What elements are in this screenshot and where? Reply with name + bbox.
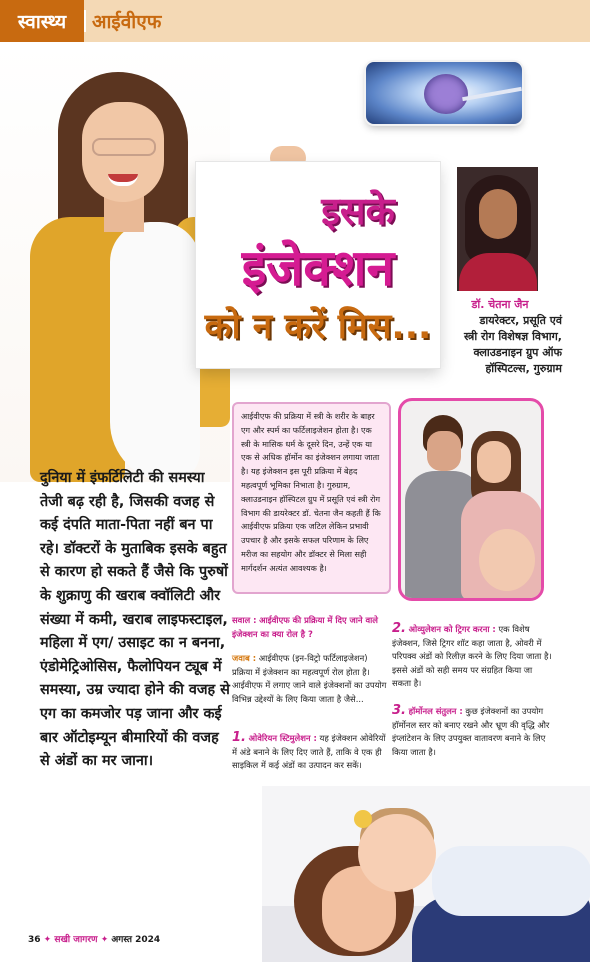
couple-photo [398, 398, 544, 601]
point-1: 1. ओवेरियन स्टिमुलेशन : यह इंजेक्शन ओवेरियों में अंडे बनाने के लिए दिए जाते हैं, ताकि वे एक ही साइकिल में कई अंडों का उत्पादन कर सकें। [232, 730, 386, 771]
point-2: 2. ओव्युलेशन को ट्रिगर करना : एक विशेष इंजेक्शन, जिसे ट्रिगर शॉट कहा जाता है, ओवरी में परिपक्व अंडों को रिलीज़ करने के लिए दिया जाता है। इससे अंडों को सही समय पर संग्रहित किया जा सकता है। [392, 621, 552, 689]
point-3-title: हॉर्मोनल संतुलन : [408, 706, 463, 716]
issue-date: अगस्त 2024 [111, 935, 161, 945]
title-line-3: को न करें मिस... [204, 307, 432, 347]
answer-label: जवाब : [232, 653, 257, 663]
injection-vial-image [366, 62, 522, 124]
vial-icon [424, 74, 468, 114]
point-2-title: ओव्युलेशन को ट्रिगर करना : [408, 624, 496, 634]
qa-answer [232, 652, 390, 706]
point-1-text: यह इंजेक्शन ओवेरियों में अंडे बनाने के लिए दिए जाते हैं, ताकि वे एक ही साइकिल में कई अंडों का उत्पादन कर सकें। [232, 733, 386, 771]
main-lead-text: दुनिया में इंफर्टिलिटी की समस्या तेजी बढ़ रही है, जिसकी वजह से कई दंपति माता-पिता नहीं बन पा रहे। डॉक्टरों के मुताबिक इसके बहुत से कारण हो सकते हैं जैसे कि पुरुषों के शुक्राणु की खराब क्वॉलिटी और संख्या में कमी, खराब लाइफस्टाइल, महिला में एग/ उसाइट का न बनना, एंडोमेट्रिओसिस, फैलोपियन ट्यूब में समस्या, उम्र ज्यादा होने की वजह से एग का कमजोर पड़ जाना और कई बार ऑटोइम्यून बीमारियों की वजह से अंडों का मर जाना। [40, 470, 230, 770]
title-line-1: इसके [321, 189, 395, 233]
section-header [0, 0, 590, 42]
page-footer [28, 932, 160, 945]
doctor-photo [457, 167, 538, 291]
question-text: आईवीएफ की प्रक्रिया में दिए जाने वाले इंजेक्शन का क्या रोल है ? [232, 615, 378, 639]
star-separator-icon: ✦ [43, 935, 52, 945]
point-3: 3. हॉर्मोनल संतुलन : कुछ इंजेक्शनों का उपयोग हॉर्मोनल स्तर को बनाए रखने और भ्रूण की वृद्धि और इंप्लांटेशन के लिए उपयुक्त वातावरण बनाने के लिए किया जाता है। [392, 703, 550, 757]
question-label: सवाल : [232, 615, 257, 625]
qa-question [232, 614, 390, 641]
title-line-2: इंजेक्शन [241, 239, 395, 297]
intro-box: आईवीएफ की प्रक्रिया में स्त्री के शरीर के बाहर एग और स्पर्म का फर्टिलाइजेशन होता है। एक स्त्री के मासिक धर्म के दूसरे दिन, उन्हें एक या एक से अधिक हॉर्मोन का इंजेक्शन लगाया जाता है। यह इंजेक्शन इस पूरी प्रक्रिया में बेहद महत्वपूर्ण भूमिका निभाता है। गुरुग्राम, क्लाउडनाइन हॉस्पिटल ग्रुप में प्रसूति एवं स्त्री रोग विभाग की डायरेक्टर डॉ. चेतना जैन कहती हैं कि आईवीएफ प्रक्रिया एक जटिल लेकिन प्रभावी उपचार है और इसके सफल परिणाम के लिए मरीज का सहयोग और डॉक्टर से मिला सही मार्गदर्शन अत्यंत आवश्यक है। [232, 402, 391, 594]
doctor-name: डॉ. चेतना जैन [471, 298, 529, 311]
page-number: 36 [28, 935, 41, 945]
section-divider [84, 10, 86, 32]
doctor-designation: डायरेक्टर, प्रसूति एवं स्त्री रोग विशेषज्ञ विभाग, क्लाउडनाइन ग्रुप ऑफ हॉस्पिटल्स, गुरुग्राम [463, 314, 562, 375]
section-topic: आईवीएफ [92, 11, 162, 33]
syringe-needle-icon [462, 87, 522, 101]
point-1-title: ओवेरियन स्टिमुलेशन : [248, 733, 317, 743]
point-3-text: कुछ इंजेक्शनों का उपयोग हॉर्मोनल स्तर को बनाए रखने और भ्रूण की वृद्धि और इंप्लांटेशन के लिए उपयुक्त वातावरण बनाने के लिए किया जाता है। [392, 706, 550, 757]
hero-shirt [110, 222, 200, 482]
hair-flower-icon [354, 810, 372, 828]
magazine-name: सखी जागरण [54, 935, 98, 945]
star-separator-icon-2: ✦ [100, 935, 109, 945]
hero-glasses [92, 138, 156, 156]
point-2-text: एक विशेष इंजेक्शन, जिसे ट्रिगर शॉट कहा जाता है, ओवरी में परिपक्व अंडों को रिलीज़ करने के लिए दिया जाता है। इससे अंडों को सही समय पर संग्रहित किया जा सकता है। [392, 624, 552, 689]
section-tag: स्वास्थ्य [0, 0, 84, 42]
mother-baby-photo [262, 786, 590, 962]
answer-text: आईवीएफ (इन-विट्रो फर्टिलाइजेशन) प्रक्रिया में इंजेक्शन का महत्वपूर्ण रोल होता है। आईवीएफ में लगाए जाने वाले इंजेक्शनों का उपयोग विभिन्न उद्देश्यों के लिए किया जाता है जैसे... [232, 653, 387, 704]
